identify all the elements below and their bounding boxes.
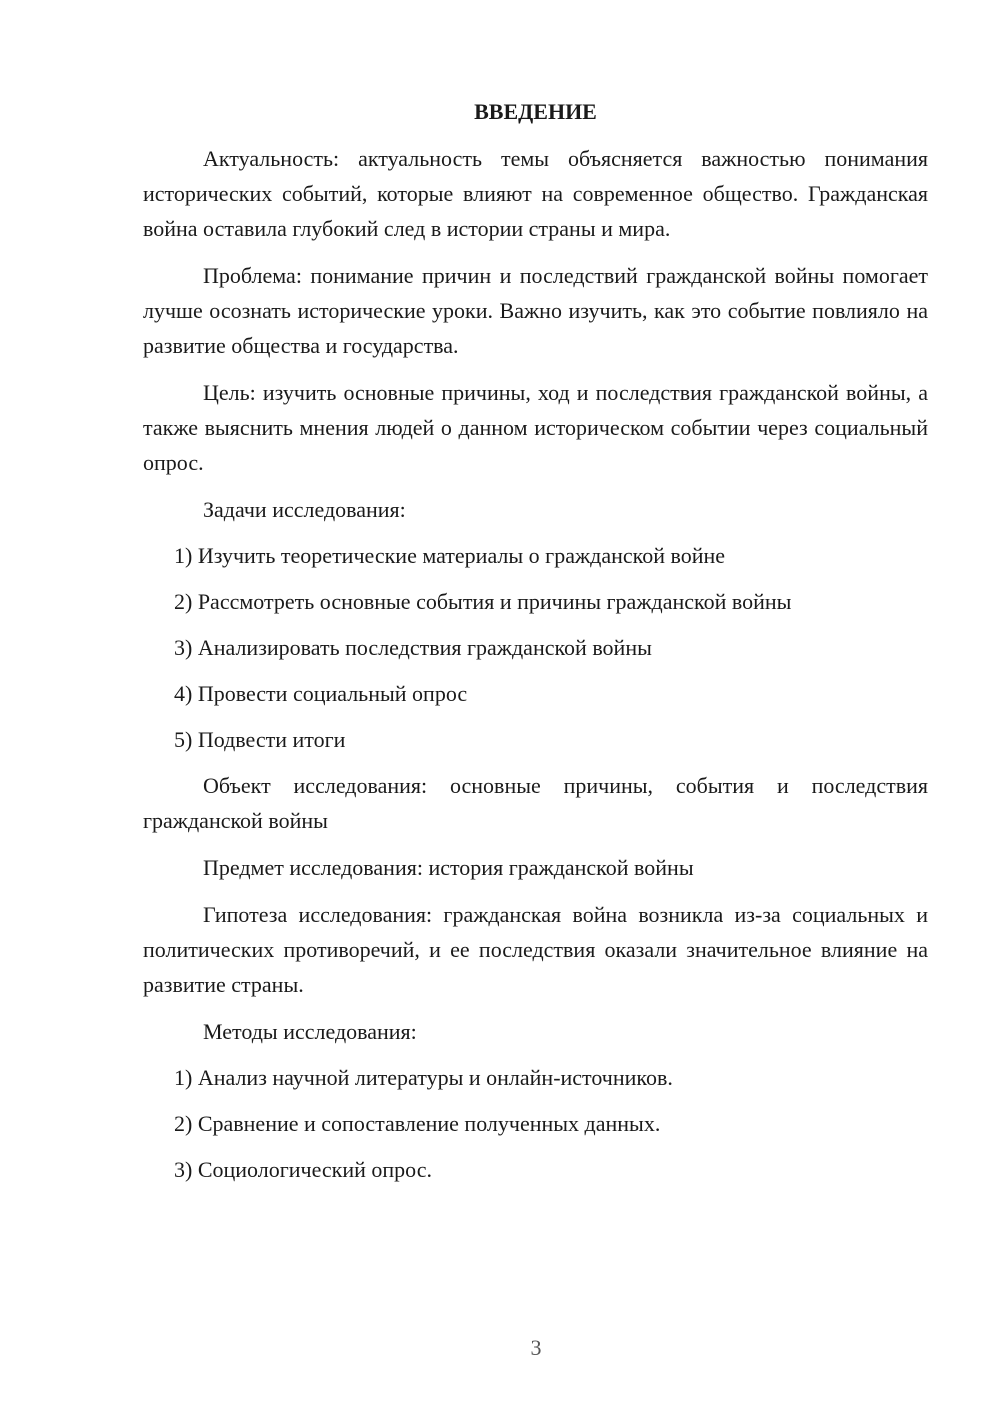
list-item: 3) Социологический опрос.	[174, 1157, 432, 1182]
list-item: 1) Изучить теоретические материалы о гражданской войне	[174, 543, 726, 568]
object-paragraph: Объект исследования: основные причины, события и последствия гражданской войны	[143, 773, 928, 833]
subject-paragraph: Предмет исследования: история гражданской войны	[203, 855, 694, 880]
list-item: 2) Рассмотреть основные события и причины гражданской войны	[174, 589, 792, 614]
section-title: ВВЕДЕНИЕ	[474, 99, 597, 124]
page-content	[143, 94, 928, 1198]
relevance-paragraph: Актуальность: актуальность темы объясняется важностью понимания исторических событий, которые влияют на современное общество. Гражданская война оставила глубокий след в истории страны и мира.	[143, 146, 928, 241]
tasks-list	[143, 538, 928, 757]
list-item: 2) Сравнение и сопоставление полученных данных.	[174, 1111, 661, 1136]
page-number: 3	[530, 1335, 542, 1360]
methods-label: Методы исследования:	[203, 1019, 417, 1044]
list-item: 4) Провести социальный опрос	[174, 681, 468, 706]
methods-list	[143, 1060, 928, 1187]
tasks-label: Задачи исследования:	[203, 497, 406, 522]
problem-paragraph: Проблема: понимание причин и последствий гражданской войны помогает лучше осознать исторические уроки. Важно изучить, как это событие повлияло на развитие общества и государства.	[143, 263, 928, 358]
list-item: 3) Анализировать последствия гражданской войны	[174, 635, 652, 660]
list-item: 5) Подвести итоги	[174, 727, 346, 752]
goal-paragraph: Цель: изучить основные причины, ход и последствия гражданской войны, а также выяснить мнения людей о данном историческом событии через социальный опрос.	[143, 380, 928, 475]
list-item: 1) Анализ научной литературы и онлайн-источников.	[174, 1065, 673, 1090]
hypothesis-paragraph: Гипотеза исследования: гражданская война возникла из-за социальных и политических противоречий, и ее последствия оказали значительное влияние на развитие страны.	[143, 902, 928, 997]
